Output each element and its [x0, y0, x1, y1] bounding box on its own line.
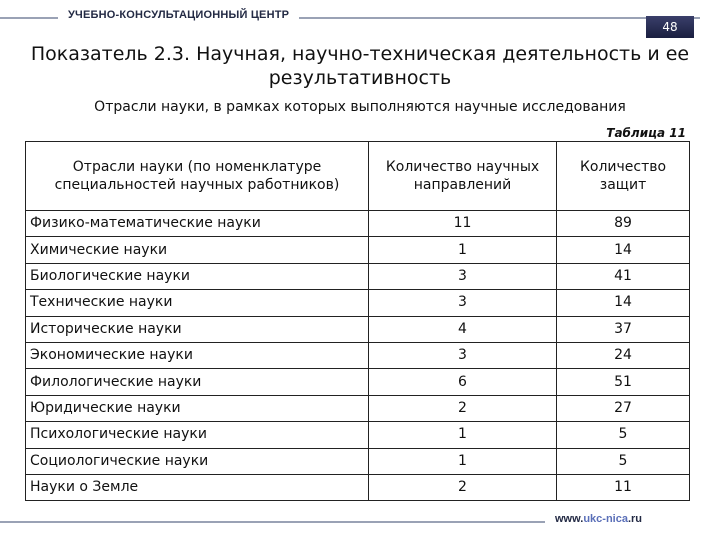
- footer-website-suffix: .ru: [627, 513, 643, 525]
- cell-defenses-count: 5: [557, 422, 690, 448]
- cell-field-name: Юридические науки: [26, 395, 369, 421]
- table-label: Таблица 11: [606, 126, 686, 140]
- cell-directions-count: 6: [369, 369, 557, 395]
- cell-directions-count: 3: [369, 342, 557, 368]
- footer-website-prefix: www.: [555, 513, 584, 525]
- cell-field-name: Науки о Земле: [26, 474, 369, 500]
- table-row: [26, 263, 690, 289]
- table-row: [26, 316, 690, 342]
- cell-defenses-count: 5: [557, 448, 690, 474]
- column-header-directions: Количество научных направлений: [369, 142, 557, 211]
- cell-directions-count: 3: [369, 263, 557, 289]
- column-header-field: Отрасли науки (по номенклатуре специальностей научных работников): [26, 142, 369, 211]
- page-number-badge: 48: [646, 16, 694, 38]
- column-header-defenses: Количество защит: [557, 142, 690, 211]
- table-row: [26, 422, 690, 448]
- cell-directions-count: 11: [369, 211, 557, 237]
- cell-field-name: Технические науки: [26, 290, 369, 316]
- table-row: [26, 211, 690, 237]
- cell-defenses-count: 11: [557, 474, 690, 500]
- cell-directions-count: 2: [369, 395, 557, 421]
- page-title: Показатель 2.3. Научная, научно-техническая деятельность и ее результативность: [30, 43, 690, 89]
- cell-field-name: Психологические науки: [26, 422, 369, 448]
- cell-directions-count: 4: [369, 316, 557, 342]
- cell-directions-count: 2: [369, 474, 557, 500]
- cell-defenses-count: 14: [557, 290, 690, 316]
- table-row: [26, 474, 690, 500]
- cell-defenses-count: 41: [557, 263, 690, 289]
- cell-field-name: Филологические науки: [26, 369, 369, 395]
- cell-directions-count: 1: [369, 422, 557, 448]
- cell-defenses-count: 27: [557, 395, 690, 421]
- footer-website: [555, 513, 642, 525]
- cell-defenses-count: 51: [557, 369, 690, 395]
- table-row: [26, 290, 690, 316]
- cell-defenses-count: 89: [557, 211, 690, 237]
- footer-website-accent: ukc-nica: [583, 513, 628, 525]
- table-row: [26, 342, 690, 368]
- table-row: [26, 448, 690, 474]
- cell-defenses-count: 14: [557, 237, 690, 263]
- cell-directions-count: 3: [369, 290, 557, 316]
- header-brand: УЧЕБНО-КОНСУЛЬТАЦИОННЫЙ ЦЕНТР: [58, 9, 299, 21]
- cell-directions-count: 1: [369, 237, 557, 263]
- cell-field-name: Социологические науки: [26, 448, 369, 474]
- table-row: [26, 395, 690, 421]
- footer-divider: [0, 521, 545, 523]
- cell-defenses-count: 37: [557, 316, 690, 342]
- cell-defenses-count: 24: [557, 342, 690, 368]
- science-table: [25, 141, 690, 501]
- table-body: [26, 211, 690, 501]
- cell-field-name: Экономические науки: [26, 342, 369, 368]
- table-header-row: [26, 142, 690, 211]
- cell-field-name: Физико-математические науки: [26, 211, 369, 237]
- cell-directions-count: 1: [369, 448, 557, 474]
- table-row: [26, 369, 690, 395]
- cell-field-name: Химические науки: [26, 237, 369, 263]
- page-subtitle: Отрасли науки, в рамках которых выполняются научные исследования: [94, 99, 626, 115]
- table-row: [26, 237, 690, 263]
- cell-field-name: Биологические науки: [26, 263, 369, 289]
- cell-field-name: Исторические науки: [26, 316, 369, 342]
